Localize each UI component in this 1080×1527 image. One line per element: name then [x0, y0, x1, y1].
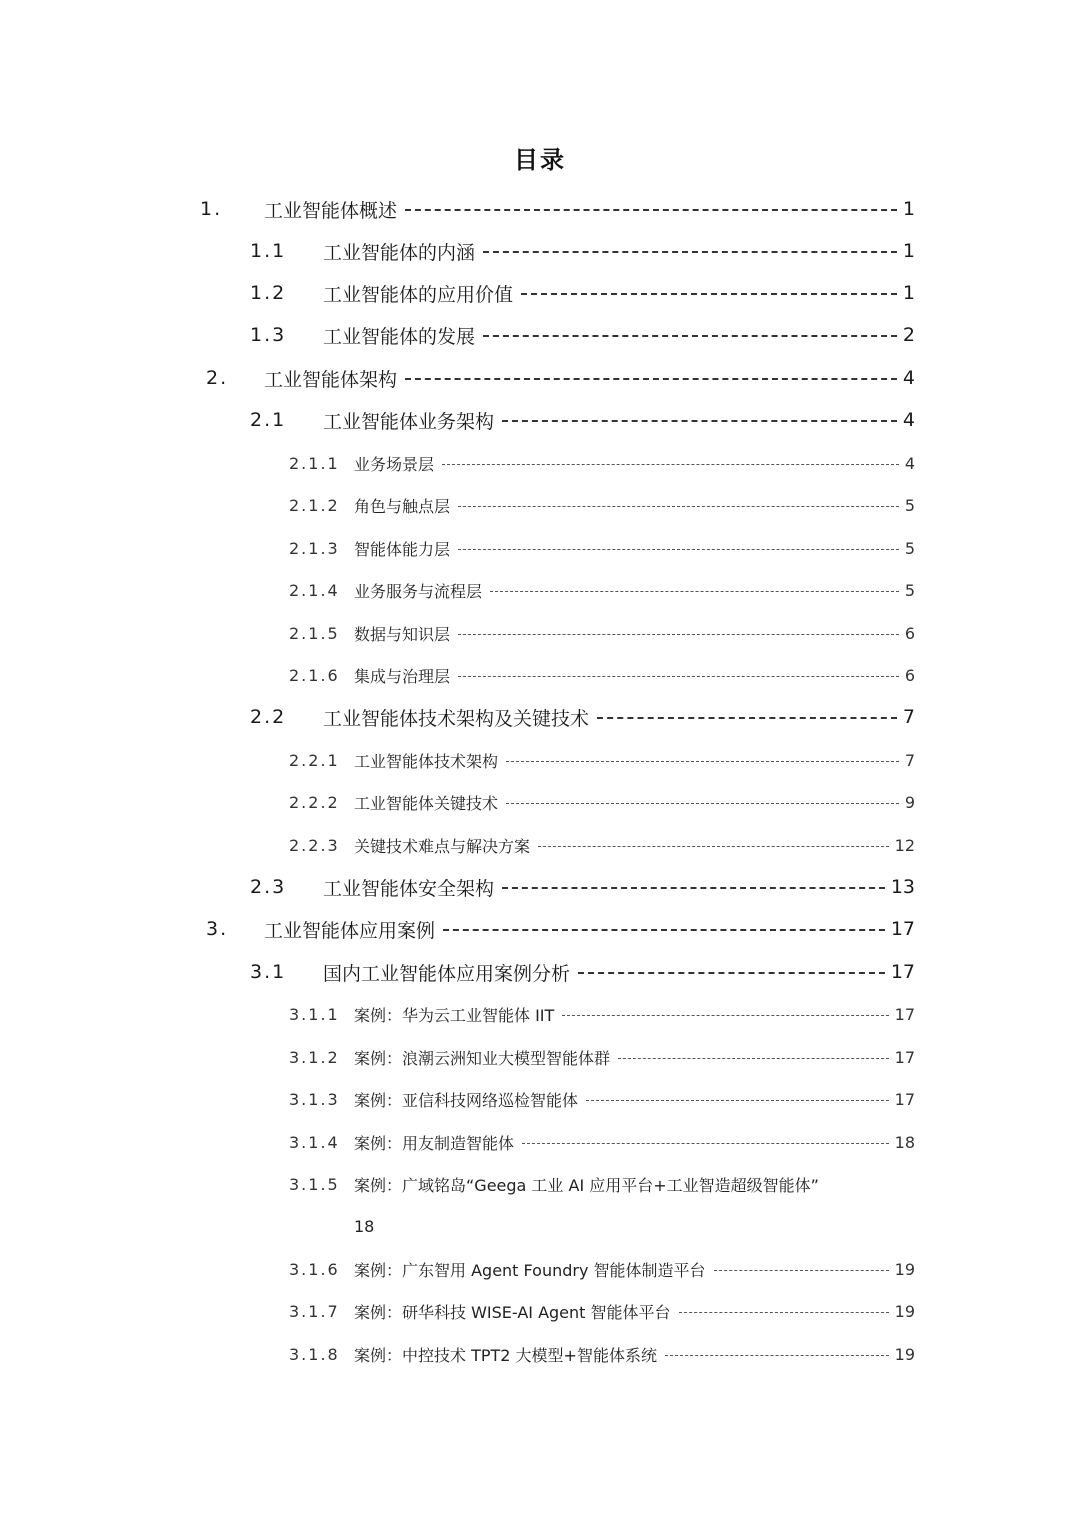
toc-entry-label: 工业智能体技术架构及关键技术 — [323, 707, 590, 730]
toc-entry-label: 案例：研华科技 WISE-AI Agent 智能体平台 — [354, 1302, 671, 1322]
toc-entry-label: 案例：中控技术 TPT2 大模型+智能体系统 — [354, 1345, 657, 1365]
toc-entry-3-1-8[interactable] — [289, 1333, 915, 1375]
toc-entry-label: 工业智能体关键技术 — [354, 793, 499, 813]
dot-leader — [458, 549, 899, 550]
dot-leader — [618, 1058, 889, 1059]
toc-entry-label: 工业智能体安全架构 — [323, 877, 495, 900]
toc-entry-label: 智能体能力层 — [354, 539, 451, 559]
toc-entry-3-1-7[interactable] — [289, 1290, 915, 1332]
toc-entry-label: 工业智能体应用案例 — [264, 919, 436, 942]
toc-entry-label: 工业智能体概述 — [264, 199, 398, 222]
toc-entry-3-1-2[interactable] — [289, 1036, 915, 1078]
toc-entry-number: 2.1 — [250, 409, 287, 431]
toc-entry-page: 17 — [894, 1089, 915, 1109]
toc-entry-number: 3.1.3 — [289, 1089, 340, 1109]
toc-entry-2-2-2[interactable] — [289, 781, 915, 823]
toc-entry-number: 3.1.7 — [289, 1301, 340, 1321]
toc-entry-number: 2.1.4 — [289, 580, 340, 600]
toc-entry-number: 1. — [200, 198, 223, 220]
toc-entry-3-1[interactable] — [250, 951, 915, 993]
toc-entry-page: 1 — [902, 198, 915, 220]
toc-entry-number: 1.3 — [250, 324, 287, 346]
toc-title: 目录 — [514, 146, 566, 174]
dot-leader — [442, 464, 899, 465]
dot-leader — [522, 1143, 889, 1144]
toc-entry-page: 17 — [890, 918, 915, 940]
dot-leader — [458, 506, 899, 507]
toc-entry-2-2[interactable] — [250, 696, 915, 738]
toc-entry-number: 3.1.4 — [289, 1132, 340, 1152]
toc-entry-number: 2.1.6 — [289, 665, 340, 685]
toc-entry-number: 2.2.1 — [289, 750, 340, 770]
toc-entry-page: 19 — [894, 1301, 915, 1321]
toc-entry-number: 2.1.1 — [289, 453, 340, 473]
dot-leader — [405, 209, 897, 211]
toc-entry-page: 5 — [904, 538, 915, 558]
toc-entry-2-3[interactable] — [250, 866, 915, 908]
dot-leader — [458, 634, 899, 635]
toc-entry-3-1-5[interactable] — [289, 1163, 915, 1205]
toc-entry-page: 19 — [894, 1259, 915, 1279]
toc-entry-1-1[interactable] — [250, 230, 915, 272]
toc-entry-2-1-2[interactable] — [289, 484, 915, 526]
toc-entry-1[interactable] — [200, 188, 915, 230]
toc-entry-number: 3. — [206, 918, 229, 940]
toc-entry-3-1-3[interactable] — [289, 1078, 915, 1120]
toc-entry-label: 工业智能体的发展 — [323, 325, 476, 348]
toc-entry-3[interactable] — [206, 908, 915, 950]
toc-entry-number: 1.1 — [250, 240, 287, 262]
toc-entry-number: 2.2.2 — [289, 792, 340, 812]
toc-entry-page: 9 — [904, 792, 915, 812]
toc-entry-label: 工业智能体业务架构 — [323, 410, 495, 433]
toc-entry-2-1-3[interactable] — [289, 527, 915, 569]
toc-entry-2-1-6[interactable] — [289, 654, 915, 696]
toc-entry-number: 2.1.2 — [289, 495, 340, 515]
toc-entry-2-2-3[interactable] — [289, 824, 915, 866]
toc-entry-label: 案例：用友制造智能体 — [354, 1133, 515, 1153]
toc-entry-3-1-1[interactable] — [289, 993, 915, 1035]
toc-entry-page: 6 — [904, 665, 915, 685]
dot-leader — [665, 1355, 889, 1356]
toc-entry-2-2-1[interactable] — [289, 739, 915, 781]
toc-entry-number: 2.2 — [250, 706, 287, 728]
dot-leader — [538, 846, 889, 847]
toc-entry-2-1[interactable] — [250, 399, 915, 441]
toc-entry-page: 4 — [904, 453, 915, 473]
dot-leader — [458, 676, 899, 677]
toc-entry-page: 17 — [890, 961, 915, 983]
toc-entry-number: 2.1.5 — [289, 623, 340, 643]
toc-entry-number: 2.1.3 — [289, 538, 340, 558]
toc-entry-page: 7 — [904, 750, 915, 770]
toc-entry-label: 角色与触点层 — [354, 496, 451, 516]
toc-entry-label: 工业智能体的应用价值 — [323, 283, 514, 306]
toc-entry-page: 1 — [902, 282, 915, 304]
toc-entry-number: 1.2 — [250, 282, 287, 304]
toc-entry-label: 工业智能体技术架构 — [354, 751, 499, 771]
toc-entry-page: 5 — [904, 495, 915, 515]
toc-entry-page: 19 — [894, 1344, 915, 1364]
toc-entry-label: 案例：广东智用 Agent Foundry 智能体制造平台 — [354, 1260, 706, 1280]
toc-entry-2[interactable] — [206, 357, 915, 399]
toc-entry-label: 业务服务与流程层 — [354, 581, 483, 601]
dot-leader — [502, 420, 897, 422]
toc-entry-page: 18 — [354, 1216, 375, 1236]
toc-entry-number: 2. — [206, 367, 229, 389]
dot-leader — [562, 1015, 888, 1016]
dot-leader — [578, 972, 885, 974]
toc-entry-number: 3.1.2 — [289, 1047, 340, 1067]
toc-entry-page: 12 — [894, 835, 915, 855]
dot-leader — [506, 761, 899, 762]
dot-leader — [679, 1312, 889, 1313]
toc-entry-page: 6 — [904, 623, 915, 643]
dot-leader — [483, 335, 897, 337]
toc-entry-number: 3.1.5 — [289, 1174, 340, 1194]
dot-leader — [405, 378, 897, 380]
dot-leader — [483, 251, 897, 253]
toc-entry-number: 2.3 — [250, 876, 287, 898]
toc-entry-label: 案例：华为云工业智能体 IIT — [354, 1005, 555, 1025]
toc-entry-label: 数据与知识层 — [354, 624, 451, 644]
toc-entry-page: 1 — [902, 240, 915, 262]
toc-entry-1-2[interactable] — [250, 272, 915, 314]
dot-leader — [714, 1270, 889, 1271]
toc-entry-label: 业务场景层 — [354, 454, 435, 474]
toc-entry-number: 3.1.8 — [289, 1344, 340, 1364]
toc-entry-label: 集成与治理层 — [354, 666, 451, 686]
toc-entry-2-1-5[interactable] — [289, 612, 915, 654]
dot-leader — [506, 803, 899, 804]
dot-leader — [597, 717, 897, 719]
toc-entry-1-3[interactable] — [250, 314, 915, 356]
dot-leader — [490, 591, 899, 592]
toc-entry-page: 17 — [894, 1047, 915, 1067]
toc-entry-page: 4 — [902, 409, 915, 431]
toc-entry-label: 国内工业智能体应用案例分析 — [323, 962, 571, 985]
toc-entry-page: 5 — [904, 580, 915, 600]
toc-entry-number: 3.1.6 — [289, 1259, 340, 1279]
toc-entry-number: 3.1.1 — [289, 1004, 340, 1024]
dot-leader — [521, 293, 897, 295]
toc-entry-page: 4 — [902, 367, 915, 389]
toc-entry-page: 2 — [902, 324, 915, 346]
dot-leader — [443, 929, 885, 931]
toc-entry-page: 13 — [890, 876, 915, 898]
toc-entry-3-1-6[interactable] — [289, 1248, 915, 1290]
toc-entry-3-1-4[interactable] — [289, 1121, 915, 1163]
dot-leader — [502, 887, 885, 889]
toc-entry-label: 案例：浪潮云洲知业大模型智能体群 — [354, 1048, 611, 1068]
toc-entry-page: 18 — [894, 1132, 915, 1152]
toc-entry-label: 工业智能体的内涵 — [323, 241, 476, 264]
toc-entry-2-1-1[interactable] — [289, 442, 915, 484]
toc-entry-page: 17 — [894, 1004, 915, 1024]
toc-entry-page: 7 — [902, 706, 915, 728]
dot-leader — [586, 1100, 889, 1101]
toc-entry-label: 案例：亚信科技网络巡检智能体 — [354, 1090, 579, 1110]
toc-entry-label: 工业智能体架构 — [264, 368, 398, 391]
toc-entry-label: 关键技术难点与解决方案 — [354, 836, 531, 856]
toc-entry-label: 案例：广域铭岛“Geega 工业 AI 应用平台+工业智造超级智能体” — [354, 1175, 819, 1195]
toc-entry-number: 2.2.3 — [289, 835, 340, 855]
toc-entry-number: 3.1 — [250, 961, 287, 983]
toc-entry-2-1-4[interactable] — [289, 569, 915, 611]
